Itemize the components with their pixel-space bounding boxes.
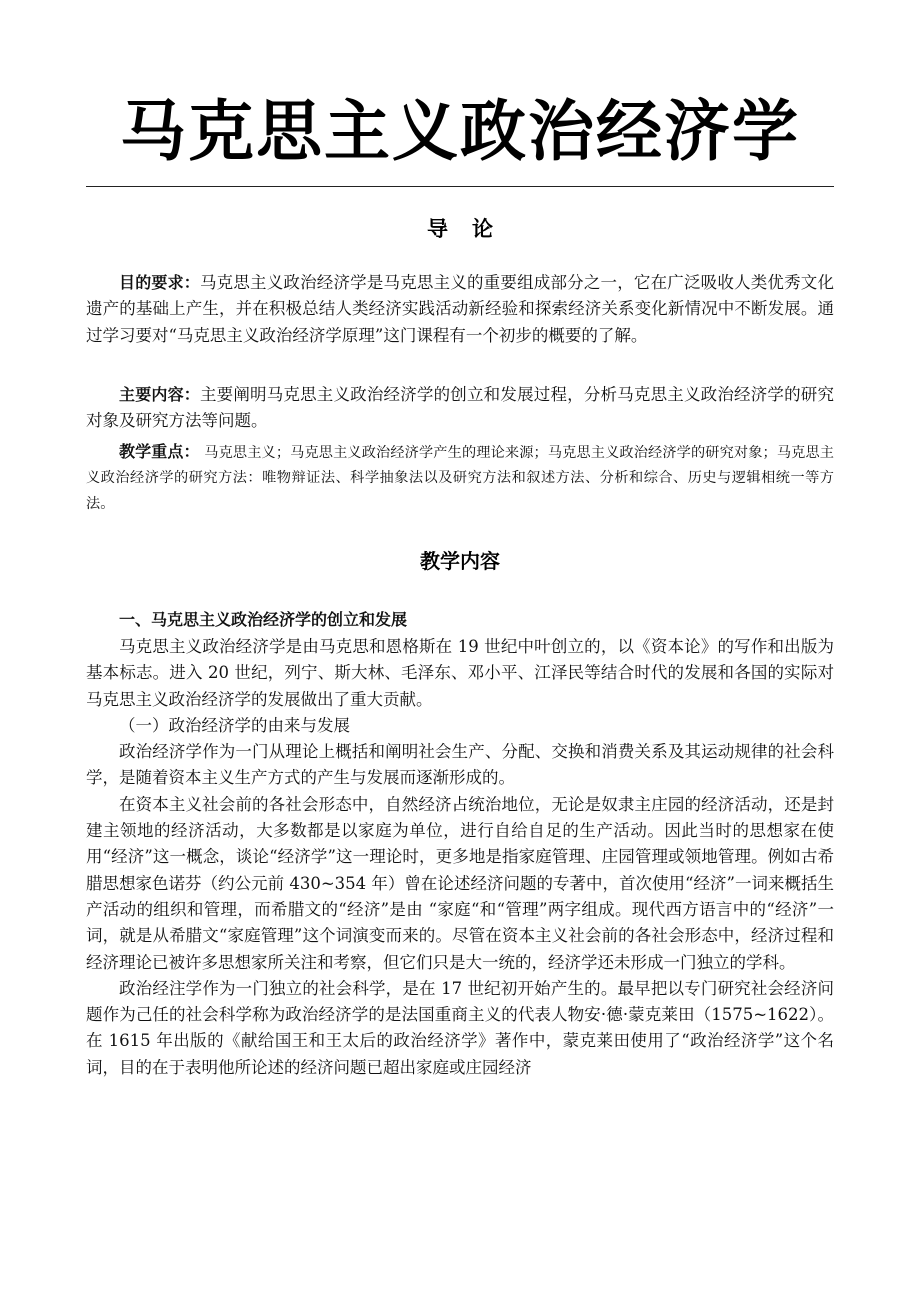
objectives-text: 马克思主义政治经济学是马克思主义的重要组成部分之一，它在广泛吸收人类优秀文化遗产的基础上产生，并在积极总结人类经济实践活动新经验和探索经济关系变化新情况中不断发展。通过学习要对“马克思主义政治经济学原理”这门课程有一个初步的概要的了解。 [86, 273, 834, 345]
body-paragraph: 政治经济学作为一门从理论上概括和阐明社会生产、分配、交换和消费关系及其运动规律的社会科学，是随着资本主义生产方式的产生与发展而逐渐形成的。 [86, 742, 834, 788]
section-1-intro: 马克思主义政治经济学是由马克思和恩格斯在 19 世纪中叶创立的，以《资本论》的写作和出版为基本标志。进入 20 世纪，列宁、斯大林、毛泽东、邓小平、江泽民等结合时代的发展和各国的实际对马克思主义政治经济学的发展做出了重大贡献。 [86, 637, 834, 709]
document-title: 马克思主义政治经济学 [120, 93, 800, 170]
title-divider [86, 186, 834, 187]
intro-heading: 导论 [427, 217, 517, 241]
section-1-heading: 一、马克思主义政治经济学的创立和发展 [119, 610, 408, 629]
key-points-text: 马克思主义；马克思主义政治经济学产生的理论来源；马克思主义政治经济学的研究对象；马克思主义政治经济学的研究方法：唯物辩证法、科学抽象法以及研究方法和叙述方法、分析和综合、历史与逻辑相统一等方法。 [86, 445, 834, 512]
teaching-content-heading: 教学内容 [420, 549, 500, 573]
objectives-paragraph [86, 270, 834, 349]
main-content-text: 主要阐明马克思主义政治经济学的创立和发展过程，分析马克思主义政治经济学的研究对象及研究方法等问题。 [86, 385, 834, 431]
body-paragraph: 在资本主义社会前的各社会形态中，自然经济占统治地位，无论是奴隶主庄园的经济活动，还是封建主领地的经济活动，大多数都是以家庭为单位，进行自给自足的生产活动。因此当时的思想家在使用“经济”这一概念，谈论“经济学”这一理论时，更多地是指家庭管理、庄园管理或领地管理。例如古希腊思想家色诺芬（约公元前 430~354 年）曾在论述经济问题的专著中，首次使用“经济”一词来概括生产活动的组织和管理，而希腊文的“经济”是由 “家庭“和“管理”两字组成。现代西方语言中的“经济”一词，就是从希腊文“家庭管理”这个词演变而来的。尽管在资本主义社会前的各社会形态中，经济过程和经济理论已被许多思想家所关注和考察，但它们只是大一统的，经济学还未形成一门独立的学科。 [86, 794, 834, 972]
key-points-label: 教学重点： [119, 442, 200, 461]
key-points-paragraph [86, 439, 834, 517]
body-paragraph: 政治经注学作为一门独立的社会科学，是在 17 世纪初开始产生的。最早把以专门研究社会经济问题作为己任的社会科学称为政治经济学的是法国重商主义的代表人物安·德·蒙克莱田（1575~1622）。在 1615 年出版的《献给国王和王太后的政治经济学》著作中，蒙克莱田使用了“政治经济学”这个名词，目的在于表明他所论述的经济问题已超出家庭或庄园经济 [86, 978, 834, 1077]
section-1 [86, 606, 834, 1081]
main-content-label: 主要内容： [119, 385, 200, 404]
main-content-paragraph [86, 382, 834, 435]
subsection-1-heading: （一）政治经济学的由来与发展 [119, 715, 350, 735]
objectives-label: 目的要求： [119, 273, 200, 292]
